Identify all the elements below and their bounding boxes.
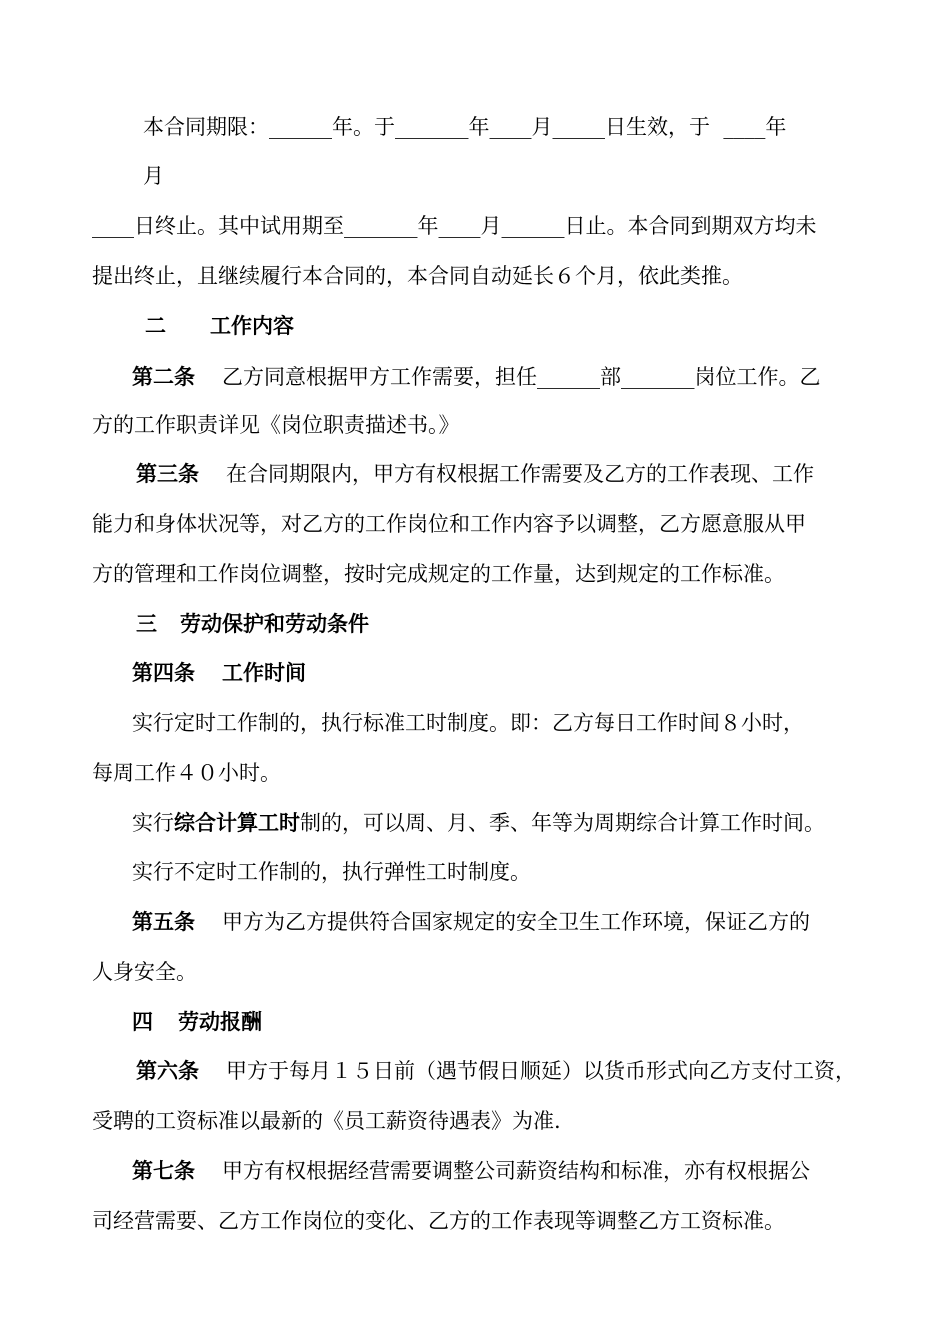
body-text: 月: [143, 164, 164, 188]
section-number: 三: [136, 611, 157, 636]
body-text: 实行不定时工作制的，执行弹性工时制度。: [132, 860, 531, 884]
body-text: ____日终止。其中试用期至_______年____月______日止。本合同到期双方均未: [92, 214, 817, 238]
body-text: 制的，可以周、月、季、年等为周期综合计算工作时间。: [300, 811, 825, 835]
body-text: 人身安全。: [92, 960, 197, 984]
article-label: 第六条: [136, 1058, 199, 1083]
section-heading: 劳动报酬: [178, 1009, 262, 1034]
body-text: 司经营需要、乙方工作岗位的变化、乙方的工作表现等调整乙方工资标准。: [92, 1209, 785, 1233]
article-label: 第三条: [136, 461, 199, 486]
body-text: 甲方于每月１５日前（遇节假日顺延）以货币形式向乙方支付工资，: [226, 1059, 856, 1083]
article-label: 第七条: [132, 1158, 195, 1183]
contract-term-line: 本合同期限：______年。于_______年____月_____日生效，于 ____年: [143, 115, 787, 139]
body-text: 实行: [132, 811, 174, 835]
section-heading: 工作内容: [210, 313, 294, 338]
body-text: 甲方有权根据经营需要调整公司薪资结构和标准，亦有权根据公: [222, 1159, 810, 1183]
body-text: 实行定时工作制的，执行标准工时制度。即：乙方每日工作时间８小时，: [132, 711, 804, 735]
article-label: 第二条: [132, 364, 195, 389]
article-label: 第五条: [132, 909, 195, 934]
section-number: 四: [132, 1009, 153, 1034]
article-label: 第四条: [132, 660, 195, 685]
body-text: 乙方同意根据甲方工作需要，担任______部_______岗位工作。乙: [222, 365, 821, 389]
section-heading: 劳动保护和劳动条件: [180, 611, 369, 636]
body-text: 受聘的工资标准以最新的《员工薪资待遇表》为准.: [92, 1109, 561, 1133]
section-number: 二: [145, 313, 166, 338]
article-title: 工作时间: [222, 660, 306, 685]
body-text: 能力和身体状况等，对乙方的工作岗位和工作内容予以调整，乙方愿意服从甲: [92, 512, 806, 536]
body-text: 甲方为乙方提供符合国家规定的安全卫生工作环境，保证乙方的: [222, 910, 810, 934]
body-text: 提出终止，且继续履行本合同的，本合同自动延长６个月，依此类推。: [92, 264, 743, 288]
body-text: 在合同期限内，甲方有权根据工作需要及乙方的工作表现、工作: [226, 462, 814, 486]
bold-term: 综合计算工时: [174, 810, 300, 835]
body-text: 方的工作职责详见《岗位职责描述书。》: [92, 413, 460, 437]
body-text: 每周工作４０小时。: [92, 761, 281, 785]
body-text: 方的管理和工作岗位调整，按时完成规定的工作量，达到规定的工作标准。: [92, 562, 785, 586]
